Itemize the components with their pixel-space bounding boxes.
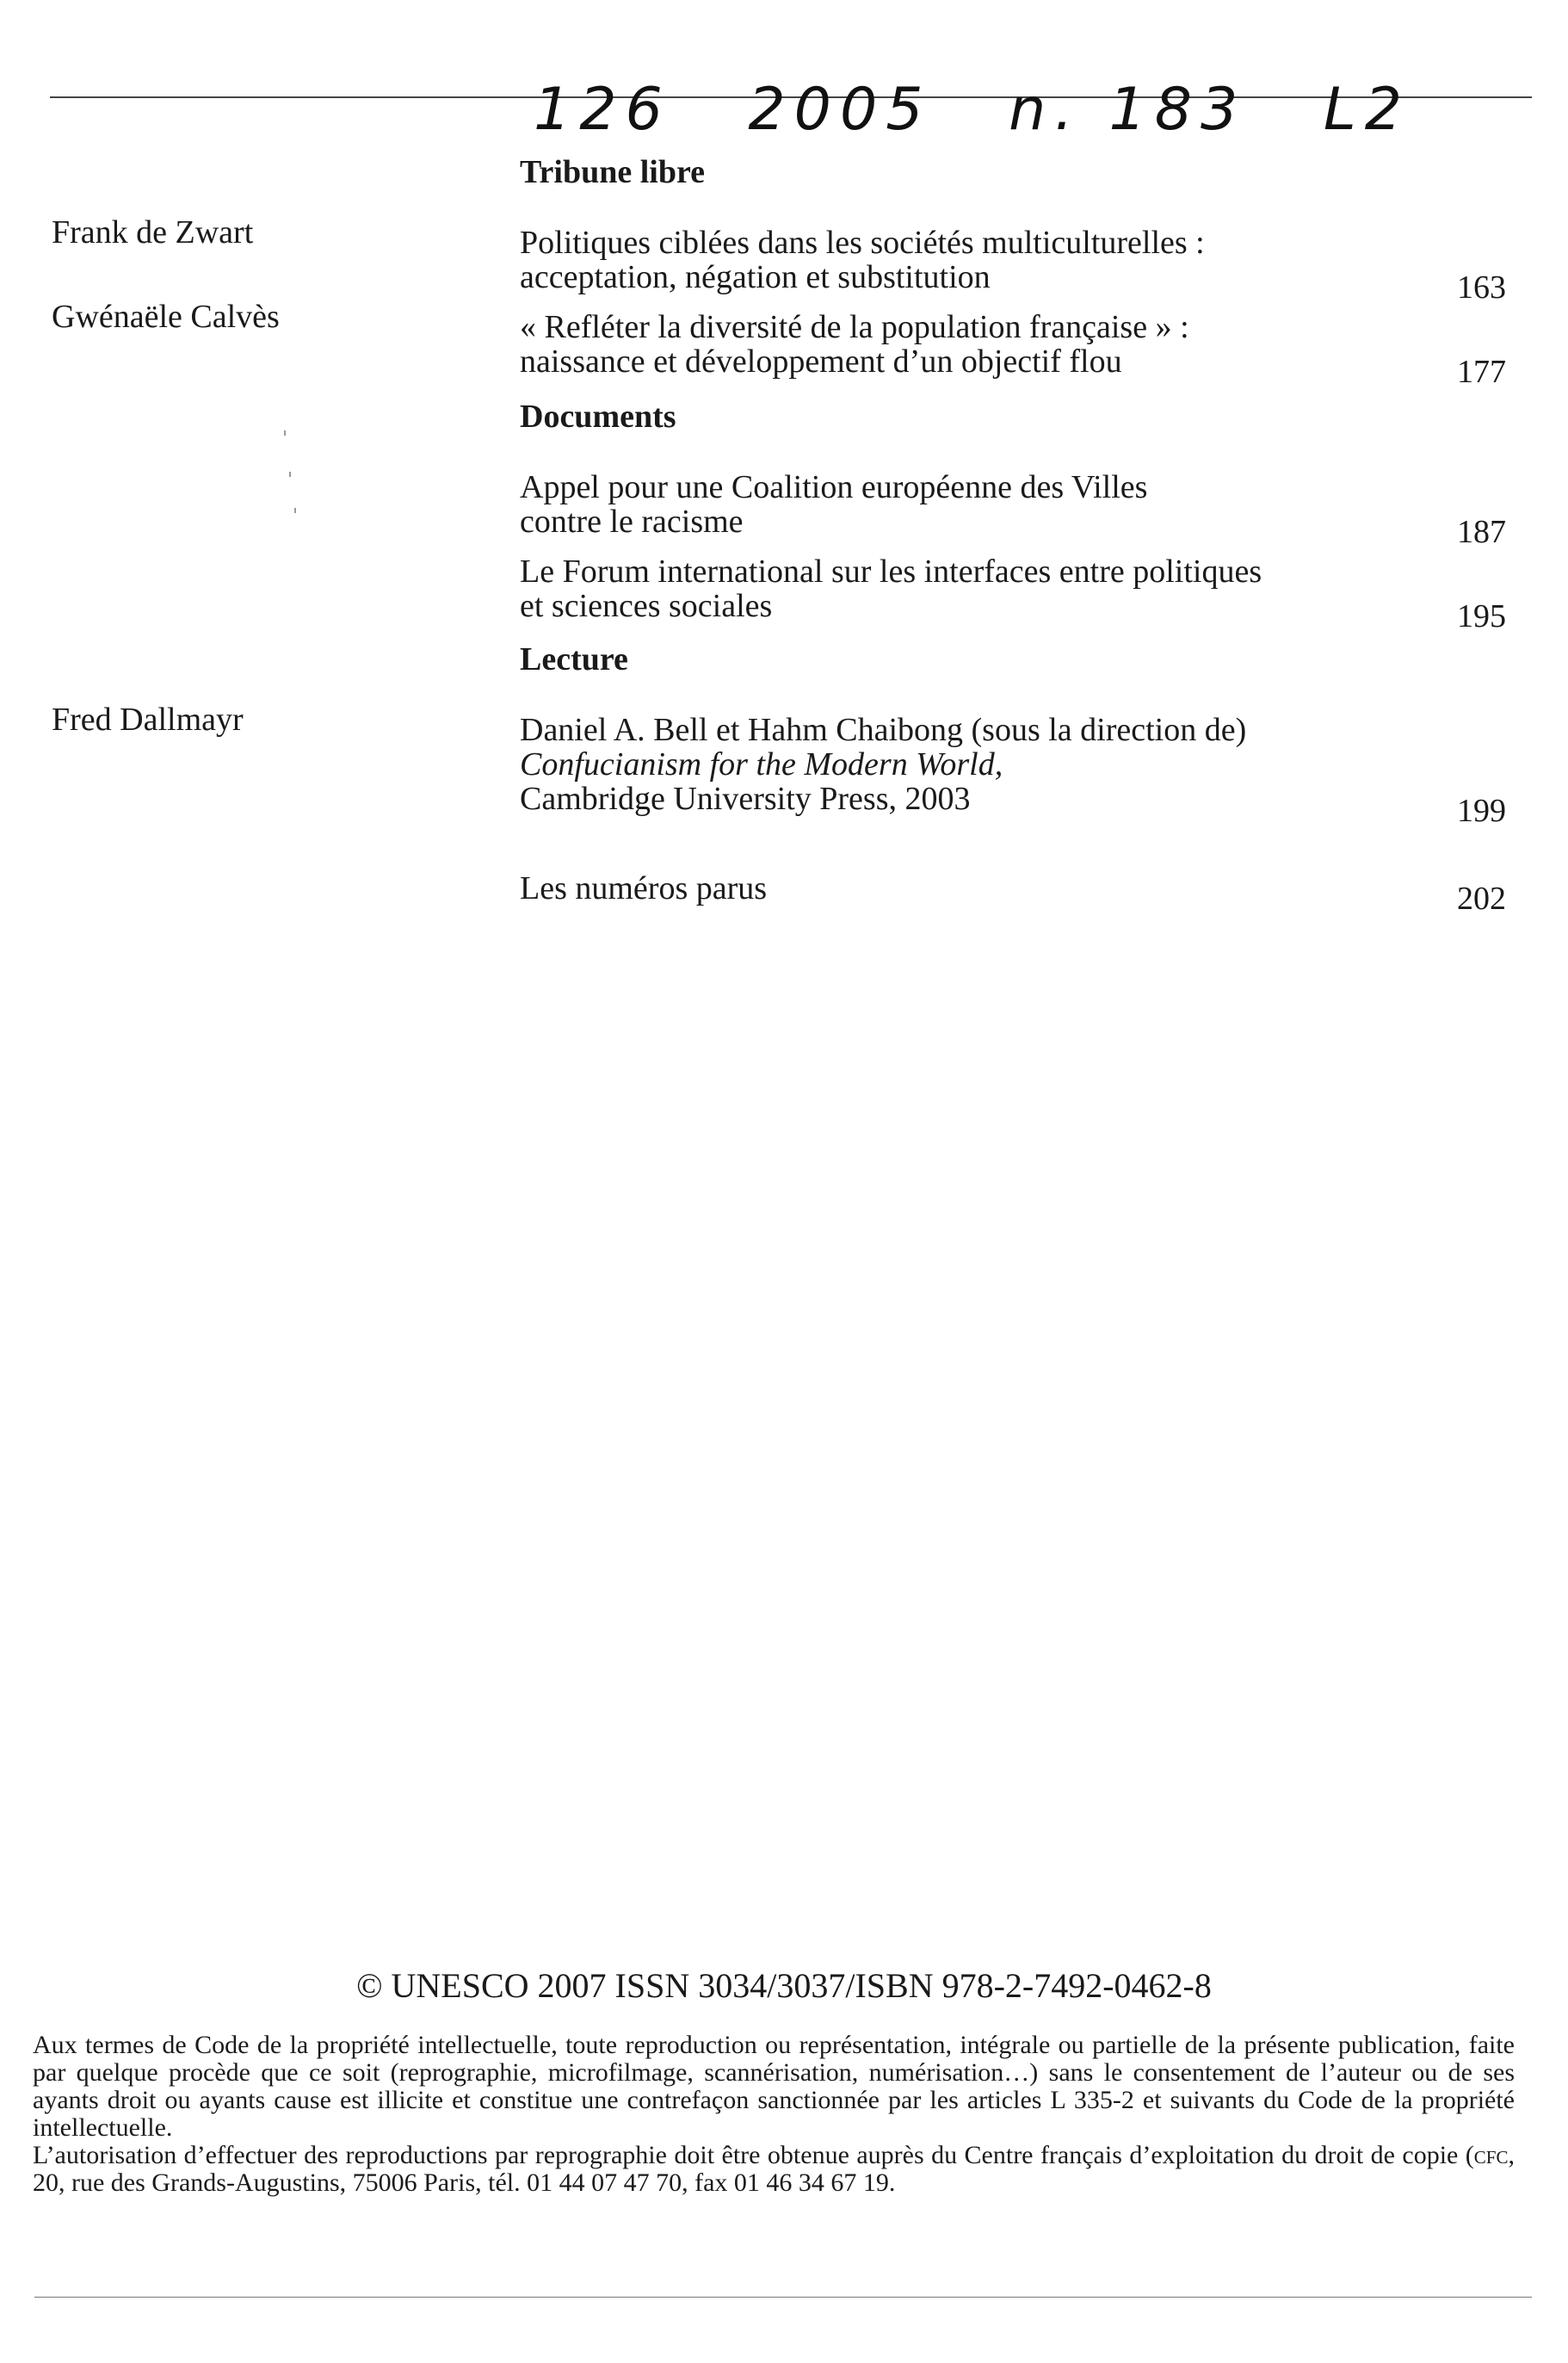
section-heading-documents: Documents: [520, 399, 676, 435]
toc-entry-title: [520, 310, 1189, 379]
toc-entry-line: Cambridge University Press, 2003: [520, 781, 971, 817]
page-number: 202: [1457, 881, 1506, 917]
page-number: 199: [1457, 793, 1506, 829]
author-zwart: Frank de Zwart: [52, 214, 254, 251]
section-heading-lecture: Lecture: [520, 641, 628, 677]
toc-entry-line: Politiques ciblées dans les sociétés multiculturelles :: [520, 225, 1205, 261]
handwritten-word: 126: [534, 76, 671, 144]
page-number: 177: [1457, 354, 1506, 390]
toc-entry-title: Les numéros parus: [520, 870, 768, 906]
toc-entry-line: et sciences sociales: [520, 588, 773, 624]
toc-entry-line: Confucianism for the Modern World,: [520, 746, 1003, 783]
legal-notice: [33, 2032, 1515, 2197]
toc-entry-line: Le Forum international sur les interfaces entre politiques: [520, 554, 1262, 590]
toc-entry-line: naissance et développement d’un objectif flou: [520, 343, 1122, 380]
toc-entry-title: [520, 226, 1205, 294]
toc-entry-line: « Refléter la diversité de la population française » :: [520, 309, 1189, 345]
legal-text: , 20, rue des Grands-Augustins, 75006 Paris, tél. 01 44 07 47 70, fax 01 46 34 67 19.: [33, 2141, 1515, 2197]
toc-entry-title: [520, 470, 1147, 539]
toc-entry-line: contre le racisme: [520, 504, 744, 540]
scan-speck: [289, 472, 291, 477]
legal-paragraph: [33, 2142, 1515, 2197]
toc-entry-line: Daniel A. Bell et Hahm Chaibong (sous la direction de): [520, 712, 1247, 748]
toc-entry-title: [520, 713, 1246, 816]
author-calves: Gwénaële Calvès: [52, 299, 280, 335]
scan-speck: [284, 430, 286, 436]
legal-paragraph: Aux termes de Code de la propriété intellectuelle, toute reproduction ou représentation, intégrale ou partielle de la présente publication, faite par quelque procède que ce soit (reprographie, microfilmage, scannérisation, numérisation…) sans le consentement de l’auteur ou de ses ayants droit ou ayants cause est illicite et constitue une contrefaçon sanctionnée par les articles L 335-2 et suivants du Code de la propriété intellectuelle.: [33, 2031, 1515, 2142]
page-number: 163: [1457, 269, 1506, 306]
handwritten-word: 2005: [748, 76, 932, 144]
toc-entry-line: acceptation, négation et substitution: [520, 259, 991, 295]
author-dallmayr: Fred Dallmayr: [52, 702, 244, 738]
scan-speck: [294, 508, 296, 513]
handwritten-word: L2: [1323, 76, 1411, 144]
page-number: 187: [1457, 514, 1506, 550]
cfc-abbreviation: cfc: [1473, 2141, 1509, 2169]
page-number: 195: [1457, 598, 1506, 634]
handwritten-word: n. 183: [1009, 76, 1247, 144]
section-heading-tribune: Tribune libre: [520, 154, 706, 190]
toc-entry-line: Appel pour une Coalition européenne des Villes: [520, 469, 1148, 505]
legal-text: L’autorisation d’effectuer des reproductions par reprographie doit être obtenue auprès du Centre français d’exploitation du droit de copie (: [33, 2141, 1474, 2169]
toc-entry-title: [520, 554, 1262, 623]
bottom-rule: [34, 2297, 1532, 2298]
copyright-line: © UNESCO 2007 ISSN 3034/3037/ISBN 978-2-7492-0462-8: [356, 1966, 1212, 2005]
